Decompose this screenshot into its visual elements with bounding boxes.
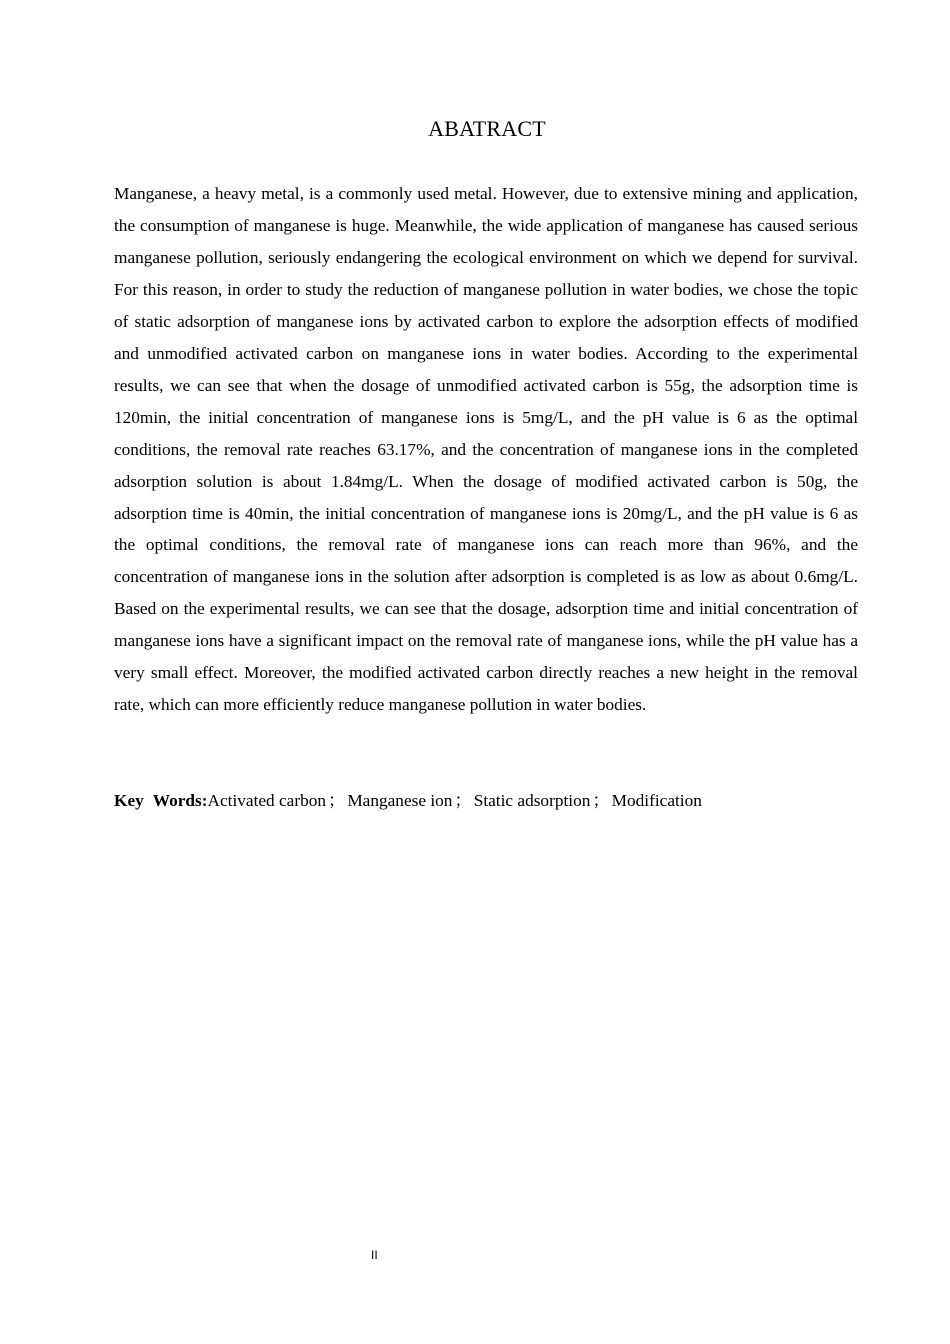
- keyword-item: Static adsorption: [473, 791, 591, 810]
- keyword-item: Manganese ion: [347, 791, 453, 810]
- abstract-title: ABATRACT: [428, 116, 546, 141]
- keyword-item: Modification: [611, 791, 702, 810]
- keyword-separator: ；: [328, 791, 346, 810]
- keywords-line: [114, 786, 858, 816]
- keyword-separator: ；: [592, 791, 610, 810]
- keyword-separator: ；: [454, 791, 472, 810]
- keyword-item: Activated carbon: [207, 791, 327, 810]
- keywords-label: Key Words:: [114, 791, 208, 810]
- page-number: II: [371, 1248, 378, 1262]
- abstract-body: Manganese, a heavy metal, is a commonly used metal. However, due to extensive mining and application, the consumption of manganese is huge. Meanwhile, the wide application of manganese has caused serious manganese pollution, seriously endangering the ecological environment on which we depend for survival. For this reason, in order to study the reduction of manganese pollution in water bodies, we chose the topic of static adsorption of manganese ions by activated carbon to explore the adsorption effects of modified and unmodified activated carbon on manganese ions in water bodies. According to the experimental results, we can see that when the dosage of unmodified activated carbon is 55g, the adsorption time is 120min, the initial concentration of manganese ions is 5mg/L, and the pH value is 6 as the optimal conditions, the removal rate reaches 63.17%, and the concentration of manganese ions in the completed adsorption solution is about 1.84mg/L. When the dosage of modified activated carbon is 50g, the adsorption time is 40min, the initial concentration of manganese ions is 20mg/L, and the pH value is 6 as the optimal conditions, the removal rate of manganese ions can reach more than 96%, and the concentration of manganese ions in the solution after adsorption is completed is as low as about 0.6mg/L. Based on the experimental results, we can see that the dosage, adsorption time and initial concentration of manganese ions have a significant impact on the removal rate of manganese ions, while the pH value has a very small effect. Moreover, the modified activated carbon directly reaches a new height in the removal rate, which can more efficiently reduce manganese pollution in water bodies.: [114, 184, 858, 715]
